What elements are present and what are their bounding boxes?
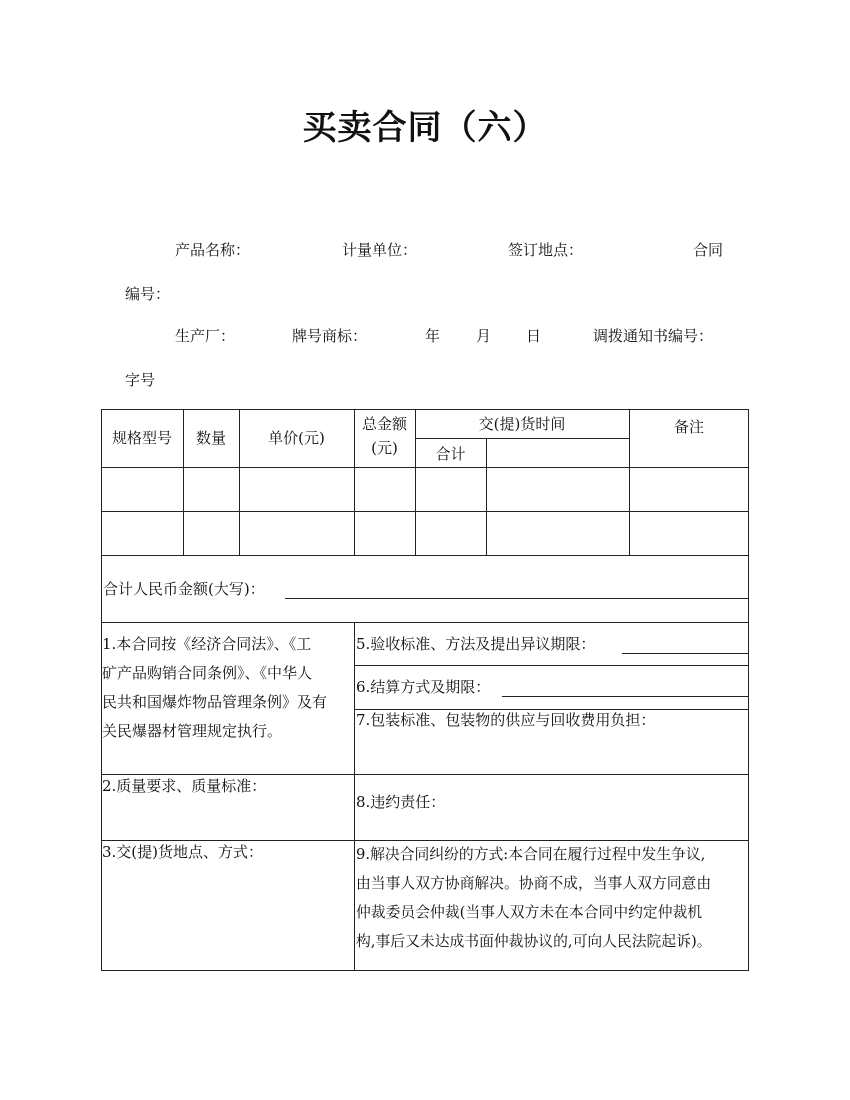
col-price-header: 单价(元)	[268, 429, 325, 447]
day-label: 日	[526, 327, 542, 345]
clause-1-line-4: 关民爆器材管理规定执行。	[102, 722, 283, 740]
contract-no-label-a: 合同	[693, 241, 724, 259]
clause-9-line-1: 9.解决合同纠纷的方式:本合同在履行过程中发生争议,	[356, 846, 706, 863]
col-sum-header: 合计	[435, 445, 466, 463]
col-line-5	[486, 438, 487, 555]
table-row-line-2	[101, 555, 749, 556]
clause-1-line-2: 矿产品购销合同条例》、《中华人	[102, 664, 313, 682]
notice-no-label: 调拨通知书编号：	[593, 327, 714, 345]
clause-8: 8.违约责任：	[356, 793, 446, 811]
clause-7: 7.包装标准、包装物的供应与回收费用负担：	[356, 711, 656, 729]
total-rmb-underline	[285, 598, 748, 599]
col-qty-header: 数量	[195, 429, 226, 447]
clause-1-line-3: 民共和国爆炸物品管理条例》及有	[102, 693, 328, 711]
clause-line-1	[355, 665, 749, 666]
clause-5: 5.验收标准、方法及提出异议期限：	[356, 635, 596, 653]
zi-hao-label: 字号	[125, 371, 156, 389]
clause-1	[102, 630, 355, 746]
col-remark-header: 备注	[673, 418, 704, 436]
clause-9-line-4: 构,事后又未达成书面仲裁协议的,可向人民法院起诉)。	[356, 933, 712, 950]
contract-no-label-b: 编号：	[125, 285, 171, 303]
unit-label: 计量单位：	[342, 241, 418, 259]
col-delivery-header: 交(提)货时间	[478, 415, 566, 433]
col-total-header-a: 总金额	[361, 415, 407, 433]
product-name-label: 产品名称：	[175, 241, 251, 259]
brand-label: 牌号商标：	[292, 327, 368, 345]
clause-9-line-2: 由当事人双方协商解决。协商不成，当事人双方同意由	[356, 875, 712, 892]
month-label: 月	[476, 327, 492, 345]
clause-2: 2.质量要求、质量标准：	[102, 777, 267, 795]
clause-1-line-1: 1.本合同按《经济合同法》、《工	[102, 635, 312, 653]
total-row-line	[101, 622, 749, 623]
document-title: 买卖合同（六）	[302, 108, 548, 148]
table-border-bottom	[101, 970, 749, 971]
col-spec-header: 规格型号	[111, 429, 172, 447]
factory-label: 生产厂：	[175, 327, 236, 345]
clause-5-underline	[622, 653, 748, 654]
table-row-line-1	[101, 511, 749, 512]
clause-9-line-3: 仲裁委员会仲裁(当事人双方未在本合同中约定仲裁机	[356, 904, 703, 921]
clause-6-underline	[502, 696, 748, 697]
col-total-header-b: (元)	[371, 439, 398, 457]
sign-place-label: 签订地点：	[508, 241, 584, 259]
year-label: 年	[425, 327, 441, 345]
clause-3: 3.交(提)货地点、方式：	[102, 843, 264, 861]
clause-6: 6.结算方式及期限：	[356, 678, 491, 696]
total-rmb-label: 合计人民币金额(大写)：	[103, 580, 265, 598]
clause-9	[356, 840, 752, 956]
